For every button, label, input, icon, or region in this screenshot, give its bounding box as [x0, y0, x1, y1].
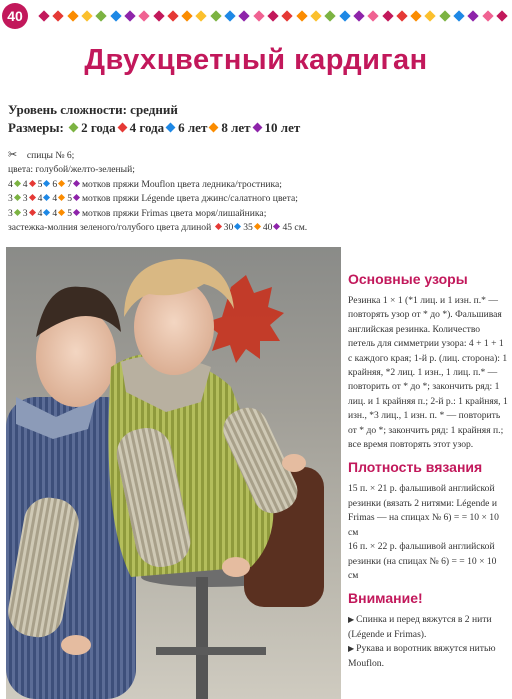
- border-diamond: [153, 10, 164, 21]
- border-diamond: [282, 10, 293, 21]
- size-diamond-icon: [58, 194, 65, 201]
- border-diamond: [110, 10, 121, 21]
- border-diamond: [81, 10, 92, 21]
- size-diamond-icon: [58, 209, 65, 216]
- border-diamond: [196, 10, 207, 21]
- photo-two-boys-cardigans: [6, 247, 341, 699]
- yarn-count: 3: [22, 207, 28, 219]
- size-item: 8 лет: [221, 120, 251, 135]
- size-diamond-icon: [69, 123, 79, 133]
- colors-line: цвета: голубой/желто-зеленый;: [8, 164, 135, 176]
- needles-text: спицы № 6;: [26, 150, 75, 161]
- size-item: 10 лет: [264, 120, 301, 135]
- border-diamond: [496, 10, 507, 21]
- difficulty-line: [8, 101, 508, 119]
- instructions-column: [348, 270, 508, 677]
- border-diamond: [253, 10, 264, 21]
- size-diamond-icon: [29, 209, 36, 216]
- yarn-list: [8, 178, 508, 221]
- size-diamond-icon: [14, 194, 21, 201]
- yarn-count: 5: [37, 178, 43, 190]
- pattern-meta: [8, 101, 508, 137]
- border-diamond: [368, 10, 379, 21]
- attention-section: [348, 589, 508, 671]
- border-diamond: [96, 10, 107, 21]
- density-heading: Плотность вязания: [348, 459, 483, 476]
- zipper-length: 40: [262, 222, 273, 234]
- size-diamond-icon: [29, 180, 36, 187]
- border-diamond: [325, 10, 336, 21]
- yarn-text: мотков пряжи Légende цвета джинс/салатного цвета;: [81, 193, 298, 205]
- size-diamond-icon: [73, 180, 80, 187]
- photo-illustration: [6, 247, 341, 699]
- arrow-right-icon: ▶: [348, 644, 355, 654]
- arrow-right-icon: ▶: [348, 615, 355, 625]
- scissors-icon: ✂: [8, 148, 18, 161]
- zipper-line: [8, 221, 508, 235]
- yarn-count: 4: [52, 207, 58, 219]
- border-diamond: [353, 10, 364, 21]
- yarn-count: 6: [52, 178, 58, 190]
- size-diamond-icon: [58, 180, 65, 187]
- yarn-row: [8, 192, 508, 206]
- yarn-row: [8, 207, 508, 221]
- size-diamond-icon: [166, 123, 176, 133]
- border-diamond: [239, 10, 250, 21]
- border-diamond: [181, 10, 192, 21]
- yarn-count: 3: [8, 193, 13, 205]
- diamond-border: [40, 9, 506, 23]
- yarn-count: 4: [52, 193, 58, 205]
- border-diamond: [224, 10, 235, 21]
- patterns-text: Резинка 1 × 1 (*1 лиц. и 1 изн. п.* — повторять узор от * до *). Фальшивая английская резинка. Количество петель для симметрии узора: 4 + 1 + 1 с каждого края; 1-й р. (лиц. сторона): 1 крайняя, *2 лиц. 1 изн., 1 лиц. п.* — повторить от * до *; закончить ряд: 1 лиц. и 1 крайняя п.; 2-й р.: 1 крайняя, 1 изн., *3 лиц., 1 изн. п. * — повторить от * до *; закончить ряд: 1 крайняя п.; все время повторять этот узор.: [348, 295, 508, 451]
- border-diamond: [53, 10, 64, 21]
- attention-item-2: ▶ Рукава и воротник вяжутся нитью Mouflon.: [348, 643, 496, 669]
- yarn-text: мотков пряжи Mouflon цвета ледника/тростника;: [81, 178, 282, 190]
- size-diamond-icon: [43, 180, 50, 187]
- zipper-length: 30: [223, 222, 234, 234]
- yarn-count: 5: [67, 207, 72, 219]
- sizes-line: [8, 119, 508, 137]
- attention-heading: Внимание!: [348, 590, 423, 607]
- border-diamond: [453, 10, 464, 21]
- difficulty-label: Уровень сложности:: [8, 102, 127, 117]
- border-diamond: [167, 10, 178, 21]
- sizes-label: Размеры:: [8, 120, 64, 135]
- border-diamond: [310, 10, 321, 21]
- yarn-count: 4: [37, 193, 43, 205]
- size-diamond-icon: [254, 223, 261, 230]
- size-diamond-icon: [273, 223, 280, 230]
- border-diamond: [267, 10, 278, 21]
- size-diamond-icon: [43, 194, 50, 201]
- yarn-text: мотков пряжи Frimas цвета моря/лишайника;: [81, 207, 267, 219]
- border-diamond: [382, 10, 393, 21]
- border-diamond: [124, 10, 135, 21]
- yarn-row: [8, 178, 508, 192]
- yarn-count: 4: [22, 178, 28, 190]
- page-number-badge: 40: [2, 3, 28, 29]
- patterns-section: [348, 270, 508, 452]
- zipper-text: застежка-молния зеленого/голубого цвета длиной: [8, 222, 212, 234]
- border-diamond: [468, 10, 479, 21]
- size-diamond-icon: [14, 180, 21, 187]
- size-diamond-icon: [43, 209, 50, 216]
- yarn-count: 3: [8, 207, 13, 219]
- density-line-2: 16 п. × 22 р. фальшивой английской резинки (на спицах № 6) = = 10 × 10 см: [348, 541, 497, 581]
- border-diamond: [38, 10, 49, 21]
- attention-item-1: ▶ Спинка и перед вяжутся в 2 нити (Légende и Frimas).: [348, 614, 492, 640]
- border-diamond: [396, 10, 407, 21]
- size-diamond-icon: [252, 123, 262, 133]
- yarn-count: 5: [67, 193, 72, 205]
- border-diamond: [482, 10, 493, 21]
- border-diamond: [139, 10, 150, 21]
- zipper-length: 35: [243, 222, 253, 234]
- yarn-count: 4: [37, 207, 43, 219]
- density-section: [348, 458, 508, 583]
- border-diamond: [410, 10, 421, 21]
- size-diamond-icon: [215, 223, 222, 230]
- size-diamond-icon: [209, 123, 219, 133]
- border-diamond: [339, 10, 350, 21]
- difficulty-value: средний: [130, 102, 178, 117]
- size-item: 6 лет: [178, 120, 208, 135]
- materials-block: [8, 148, 508, 235]
- border-diamond: [425, 10, 436, 21]
- yarn-count: 4: [8, 178, 13, 190]
- border-diamond: [210, 10, 221, 21]
- size-item: 4 года: [129, 120, 165, 135]
- size-diamond-icon: [234, 223, 241, 230]
- border-diamond: [296, 10, 307, 21]
- border-diamond: [67, 10, 78, 21]
- zipper-length: 45 см.: [282, 222, 308, 234]
- patterns-heading: Основные узоры: [348, 271, 468, 287]
- size-diamond-icon: [73, 209, 80, 216]
- size-diamond-icon: [29, 194, 36, 201]
- needles-line: [8, 148, 508, 163]
- density-line-1: 15 п. × 21 р. фальшивой английской резинки (вязать 2 нитями: Légende и Frimas — на спицах № 6) = = 10 × 10 см: [348, 483, 499, 538]
- top-decor-strip: [0, 0, 512, 30]
- yarn-count: 3: [22, 193, 28, 205]
- border-diamond: [439, 10, 450, 21]
- yarn-count: 7: [67, 178, 72, 190]
- size-diamond-icon: [14, 209, 21, 216]
- page-title: Двухцветный кардиган: [84, 44, 428, 76]
- size-diamond-icon: [73, 194, 80, 201]
- size-item: 2 года: [81, 120, 116, 135]
- size-diamond-icon: [117, 123, 127, 133]
